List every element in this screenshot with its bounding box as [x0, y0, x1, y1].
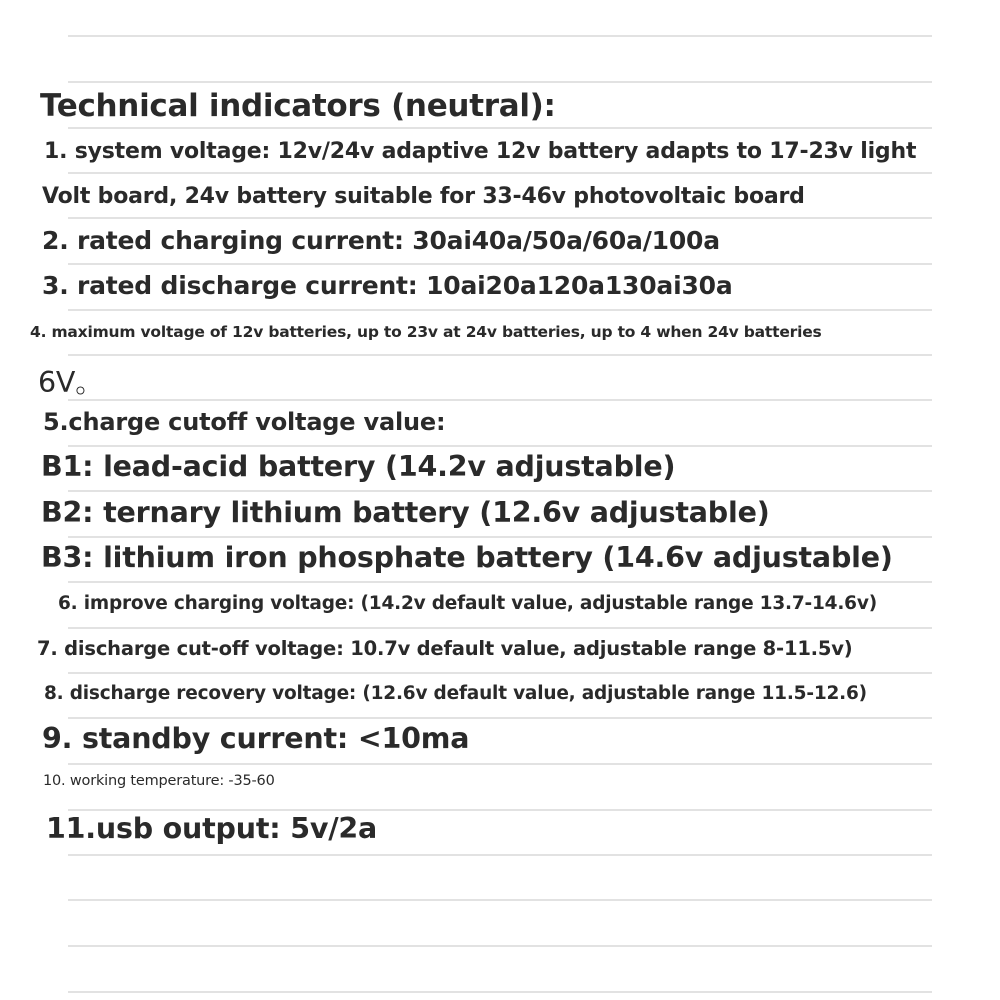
- rule-line: [68, 490, 932, 492]
- spec-system-voltage: 1. system voltage: 12v/24v adaptive 12v battery adapts to 17-23v light: [44, 139, 917, 164]
- document-title: Technical indicators (neutral):: [40, 88, 556, 124]
- rule-line: [68, 263, 932, 265]
- rule-line: [68, 809, 932, 811]
- spec-charging-current: 2. rated charging current: 30ai40a/50a/60a/100a: [42, 226, 720, 255]
- rule-line: [68, 536, 932, 538]
- rule-line: [68, 35, 932, 37]
- battery-type-b2: B2: ternary lithium battery (12.6v adjustable): [41, 496, 770, 529]
- rule-line: [68, 717, 932, 719]
- rule-line: [68, 581, 932, 583]
- rule-line: [68, 354, 932, 356]
- spec-maximum-voltage-cont: 6V。: [38, 366, 104, 399]
- rule-line: [68, 627, 932, 629]
- rule-line: [68, 217, 932, 219]
- spec-usb-output: 11.usb output: 5v/2a: [46, 812, 378, 845]
- rule-line: [68, 309, 932, 311]
- rule-line: [68, 127, 932, 129]
- spec-improve-charging-voltage: 6. improve charging voltage: (14.2v default value, adjustable range 13.7-14.6v): [58, 593, 877, 614]
- rule-line: [68, 672, 932, 674]
- rule-line: [68, 854, 932, 856]
- spec-system-voltage-cont: Volt board, 24v battery suitable for 33-46v photovoltaic board: [42, 184, 805, 209]
- rule-line: [68, 81, 932, 83]
- spec-discharge-recovery-voltage: 8. discharge recovery voltage: (12.6v default value, adjustable range 11.5-12.6): [44, 683, 867, 704]
- rule-line: [68, 945, 932, 947]
- battery-type-b1: B1: lead-acid battery (14.2v adjustable): [41, 450, 676, 483]
- rule-line: [68, 899, 932, 901]
- spec-charge-cutoff: 5.charge cutoff voltage value:: [43, 408, 446, 436]
- spec-working-temperature: 10. working temperature: -35-60: [43, 773, 275, 789]
- rule-line: [68, 763, 932, 765]
- spec-discharge-cutoff-voltage: 7. discharge cut-off voltage: 10.7v default value, adjustable range 8-11.5v): [37, 637, 853, 660]
- battery-type-b3: B3: lithium iron phosphate battery (14.6v adjustable): [41, 541, 893, 574]
- rule-line: [68, 399, 932, 401]
- spec-discharge-current: 3. rated discharge current: 10ai20a120a130ai30a: [42, 271, 733, 300]
- spec-maximum-voltage: 4. maximum voltage of 12v batteries, up to 23v at 24v batteries, up to 4 when 24v batteries: [30, 323, 822, 341]
- rule-line: [68, 172, 932, 174]
- spec-standby-current: 9. standby current: <10ma: [42, 722, 470, 755]
- rule-line: [68, 445, 932, 447]
- rule-line: [68, 991, 932, 993]
